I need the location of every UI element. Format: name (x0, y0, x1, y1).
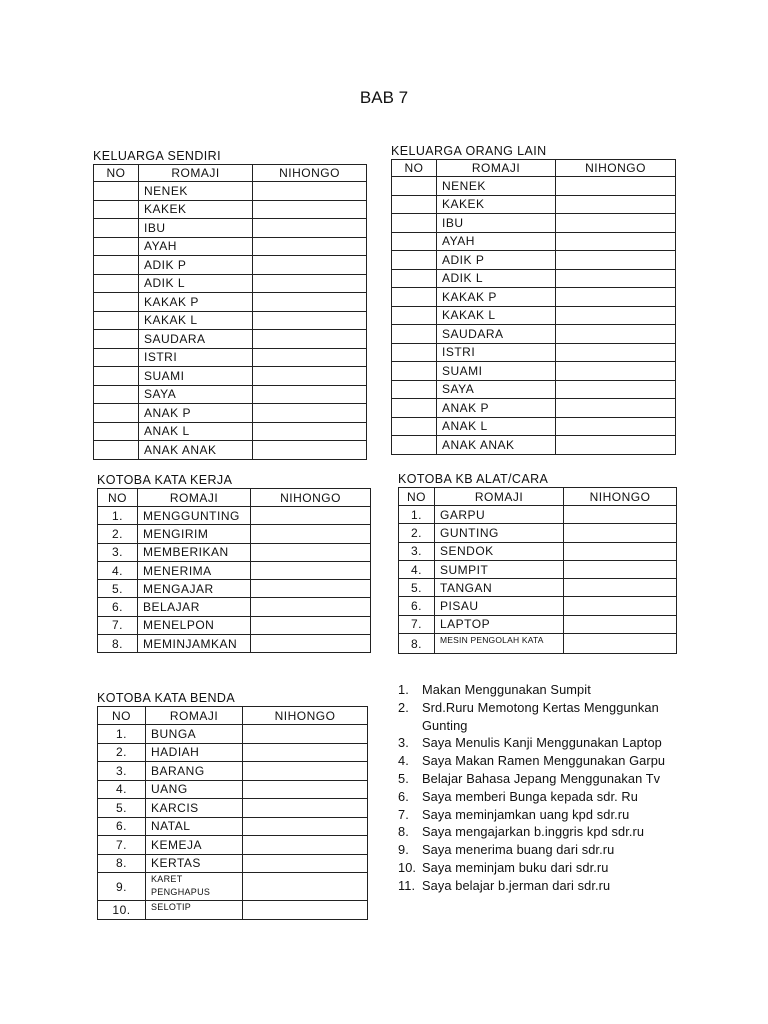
cell-nihongo (251, 507, 371, 525)
table-row (98, 561, 371, 579)
table-row (392, 195, 676, 214)
cell-no: 6. (98, 817, 146, 836)
cell-romaji: KARET PENGHAPUS (146, 873, 243, 901)
cell-nihongo (243, 836, 368, 855)
header-nihongo: NIHONGO (243, 707, 368, 725)
cell-no: 4. (98, 780, 146, 799)
cell-nihongo (253, 200, 367, 219)
cell-nihongo (564, 615, 677, 633)
cell-no (94, 274, 139, 293)
table-row (399, 524, 677, 542)
cell-romaji: KAKAK P (139, 293, 253, 312)
cell-nihongo (243, 901, 368, 920)
cell-no: 6. (98, 598, 138, 616)
cell-romaji: KAKEK (139, 200, 253, 219)
tbody (98, 507, 371, 653)
cell-no: 5. (98, 580, 138, 598)
cell-no (392, 177, 437, 196)
table-row (392, 306, 676, 325)
table-row (399, 506, 677, 524)
cell-romaji: MESIN PENGOLAH KATA (435, 634, 564, 654)
cell-nihongo (243, 873, 368, 901)
cell-romaji: IBU (437, 214, 556, 233)
table-row (98, 901, 368, 920)
cell-nihongo (556, 214, 676, 233)
cell-nihongo (564, 506, 677, 524)
table-keluarga-sendiri (93, 164, 367, 460)
cell-no: 7. (98, 616, 138, 634)
cell-nihongo (243, 817, 368, 836)
cell-romaji: SUAMI (437, 362, 556, 381)
cell-romaji: KERTAS (146, 854, 243, 873)
table-row (392, 288, 676, 307)
table-row (94, 200, 367, 219)
table-row (94, 293, 367, 312)
cell-nihongo (253, 256, 367, 275)
table-row (94, 182, 367, 201)
header-nihongo: NIHONGO (564, 488, 677, 506)
table-row (392, 251, 676, 270)
cell-no: 8. (399, 634, 435, 654)
table-row (98, 635, 371, 653)
cell-no (392, 251, 437, 270)
cell-nihongo (253, 385, 367, 404)
section-kata-kerja (97, 472, 371, 653)
table-row (98, 525, 371, 543)
cell-no: 8. (98, 635, 138, 653)
cell-romaji: GUNTING (435, 524, 564, 542)
cell-no: 9. (98, 873, 146, 901)
cell-nihongo (251, 580, 371, 598)
sentence-item (398, 841, 698, 859)
cell-romaji: MEMINJAMKAN (138, 635, 251, 653)
cell-nihongo (556, 417, 676, 436)
cell-nihongo (556, 195, 676, 214)
sentence-item (398, 806, 698, 824)
cell-romaji: ANAK P (139, 404, 253, 423)
cell-romaji: ANAK P (437, 399, 556, 418)
table-row (94, 385, 367, 404)
cell-romaji: MENERIMA (138, 561, 251, 579)
table-row (392, 380, 676, 399)
cell-romaji: KAKEK (437, 195, 556, 214)
sentence-item (398, 823, 698, 841)
table-row (98, 725, 368, 744)
cell-no (94, 182, 139, 201)
table-row (94, 348, 367, 367)
cell-nihongo (243, 780, 368, 799)
table-row (98, 854, 368, 873)
cell-no (94, 330, 139, 349)
cell-romaji: MEMBERIKAN (138, 543, 251, 561)
cell-no: 2. (399, 524, 435, 542)
sentence-number: 6. (398, 788, 409, 804)
cell-no: 1. (98, 725, 146, 744)
table-row (392, 399, 676, 418)
cell-no (392, 288, 437, 307)
cell-romaji: ANAK ANAK (437, 436, 556, 455)
section-title: KOTOBA KATA BENDA (97, 691, 236, 705)
cell-romaji: ANAK ANAK (139, 441, 253, 460)
table-row (399, 542, 677, 560)
sentence-text: Belajar Bahasa Jepang Menggunakan Tv (422, 770, 661, 786)
sentence-number: 1. (398, 682, 409, 697)
cell-nihongo (251, 561, 371, 579)
cell-no (94, 404, 139, 423)
cell-nihongo (253, 219, 367, 238)
table-row (98, 507, 371, 525)
cell-romaji: NENEK (139, 182, 253, 201)
sentence-number: 9. (398, 842, 409, 858)
table-row (392, 269, 676, 288)
cell-no (392, 436, 437, 455)
header-nihongo: NIHONGO (251, 489, 371, 507)
cell-no (94, 237, 139, 256)
header-romaji: ROMAJI (435, 488, 564, 506)
cell-nihongo (253, 274, 367, 293)
cell-romaji: BUNGA (146, 725, 243, 744)
cell-no (392, 195, 437, 214)
cell-no: 1. (399, 506, 435, 524)
cell-nihongo (251, 598, 371, 616)
cell-no (94, 348, 139, 367)
cell-no: 3. (399, 542, 435, 560)
cell-no: 8. (98, 854, 146, 873)
table-kata-kerja (97, 488, 371, 653)
cell-nihongo (564, 524, 677, 542)
cell-no: 6. (399, 597, 435, 615)
table-header-row (399, 488, 677, 506)
table-row (392, 177, 676, 196)
cell-nihongo (243, 799, 368, 818)
cell-romaji: NENEK (437, 177, 556, 196)
cell-romaji: SAUDARA (139, 330, 253, 349)
cell-no: 2. (98, 743, 146, 762)
tbody (94, 182, 367, 460)
cell-nihongo (251, 635, 371, 653)
cell-no: 4. (98, 561, 138, 579)
cell-romaji: ISTRI (437, 343, 556, 362)
table-header-row (98, 707, 368, 725)
cell-nihongo (243, 725, 368, 744)
cell-no (94, 441, 139, 460)
cell-romaji: SUAMI (139, 367, 253, 386)
table-row (98, 580, 371, 598)
cell-no (392, 306, 437, 325)
table-row (392, 214, 676, 233)
header-no: NO (399, 488, 435, 506)
table-row (94, 441, 367, 460)
table-header-row (98, 489, 371, 507)
cell-no (94, 385, 139, 404)
sentence-number: 4. (398, 753, 409, 769)
header-romaji: ROMAJI (146, 707, 243, 725)
cell-romaji: GARPU (435, 506, 564, 524)
header-romaji: ROMAJI (138, 489, 251, 507)
table-row (98, 817, 368, 836)
table-row (392, 417, 676, 436)
table-row (98, 780, 368, 799)
sentence-number: 3. (398, 735, 409, 751)
cell-nihongo (253, 293, 367, 312)
header-no: NO (98, 489, 138, 507)
cell-romaji: SENDOK (435, 542, 564, 560)
sentence-number: 10. (398, 859, 417, 875)
section-title: KOTOBA KATA KERJA (97, 473, 233, 487)
cell-no (392, 325, 437, 344)
sentence-text: Makan Menggunakan Sumpit (422, 682, 591, 697)
cell-nihongo (556, 380, 676, 399)
table-header-row (392, 160, 676, 177)
cell-nihongo (564, 560, 677, 578)
cell-no (392, 417, 437, 436)
cell-nihongo (253, 422, 367, 441)
cell-romaji: SAYA (437, 380, 556, 399)
cell-romaji: PISAU (435, 597, 564, 615)
table-row (399, 615, 677, 633)
sentence-number: 8. (398, 824, 409, 840)
sentence-item (398, 699, 698, 735)
cell-no: 5. (98, 799, 146, 818)
cell-romaji: KARCIS (146, 799, 243, 818)
table-row (98, 743, 368, 762)
cell-nihongo (251, 616, 371, 634)
cell-nihongo (253, 348, 367, 367)
cell-nihongo (253, 330, 367, 349)
cell-romaji: ISTRI (139, 348, 253, 367)
sentence-item (398, 770, 698, 788)
cell-romaji: SELOTIP (146, 901, 243, 920)
cell-romaji: KAKAK L (437, 306, 556, 325)
cell-no: 1. (98, 507, 138, 525)
table-kata-benda (97, 706, 368, 920)
sentence-item (398, 752, 698, 770)
cell-no: 4. (399, 560, 435, 578)
sentence-text: Saya Menulis Kanji Menggunakan Laptop (422, 735, 662, 751)
cell-no (392, 399, 437, 418)
cell-romaji: AYAH (139, 237, 253, 256)
cell-nihongo (556, 362, 676, 381)
cell-no: 7. (399, 615, 435, 633)
table-row (98, 598, 371, 616)
cell-nihongo (253, 367, 367, 386)
cell-romaji: ANAK L (139, 422, 253, 441)
sentence-list (398, 681, 698, 895)
cell-romaji: SAUDARA (437, 325, 556, 344)
sentence-item (398, 788, 698, 806)
cell-nihongo (253, 404, 367, 423)
cell-no (94, 293, 139, 312)
header-nihongo: NIHONGO (253, 165, 367, 182)
cell-romaji: TANGAN (435, 579, 564, 597)
sentence-number: 7. (398, 806, 409, 822)
cell-no: 7. (98, 836, 146, 855)
cell-nihongo (243, 743, 368, 762)
table-kb-alat (398, 487, 677, 654)
page-title: BAB 7 (359, 88, 409, 107)
sentence-item (398, 859, 698, 877)
sentence-number: 5. (398, 770, 409, 786)
cell-no (392, 380, 437, 399)
cell-romaji: MENGIRIM (138, 525, 251, 543)
cell-romaji: SAYA (139, 385, 253, 404)
cell-romaji: UANG (146, 780, 243, 799)
cell-nihongo (251, 543, 371, 561)
header-no: NO (98, 707, 146, 725)
cell-romaji: MENGGUNTING (138, 507, 251, 525)
cell-nihongo (556, 343, 676, 362)
sentence-text: Saya belajar b.jerman dari sdr.ru (422, 877, 611, 893)
cell-nihongo (556, 269, 676, 288)
cell-romaji: HADIAH (146, 743, 243, 762)
table-row (94, 274, 367, 293)
table-row (94, 237, 367, 256)
table-row (94, 404, 367, 423)
cell-romaji: BARANG (146, 762, 243, 781)
cell-nihongo (556, 436, 676, 455)
cell-no (392, 362, 437, 381)
cell-romaji: MENELPON (138, 616, 251, 634)
cell-romaji: BELAJAR (138, 598, 251, 616)
table-row (98, 799, 368, 818)
table-row (392, 436, 676, 455)
header-no: NO (392, 160, 437, 177)
sentence-text: Saya Makan Ramen Menggunakan Garpu (422, 753, 666, 769)
section-kb-alat (398, 471, 677, 654)
table-row (98, 616, 371, 634)
table-row (392, 232, 676, 251)
section-title: KOTOBA KB ALAT/CARA (398, 472, 549, 486)
cell-no (94, 311, 139, 330)
sentence-text: Saya meminjam buku dari sdr.ru (422, 859, 609, 875)
cell-nihongo (243, 854, 368, 873)
cell-no (94, 219, 139, 238)
cell-no (392, 269, 437, 288)
tbody (98, 725, 368, 920)
table-row (399, 634, 677, 654)
cell-nihongo (253, 441, 367, 460)
cell-no (392, 343, 437, 362)
cell-nihongo (253, 311, 367, 330)
cell-romaji: MENGAJAR (138, 580, 251, 598)
table-row (98, 762, 368, 781)
cell-nihongo (564, 579, 677, 597)
cell-nihongo (564, 542, 677, 560)
cell-romaji: KAKAK P (437, 288, 556, 307)
cell-romaji: ADIK L (437, 269, 556, 288)
cell-nihongo (556, 288, 676, 307)
cell-nihongo (556, 399, 676, 418)
cell-nihongo (556, 251, 676, 270)
cell-nihongo (556, 306, 676, 325)
table-row (98, 873, 368, 901)
header-no: NO (94, 165, 139, 182)
cell-nihongo (564, 597, 677, 615)
cell-nihongo (253, 182, 367, 201)
sentence-item (398, 877, 698, 895)
cell-no: 10. (98, 901, 146, 920)
section-title: KELUARGA SENDIRI (93, 149, 221, 163)
sentence-item (398, 734, 698, 752)
cell-no (392, 214, 437, 233)
table-row (399, 560, 677, 578)
cell-romaji: IBU (139, 219, 253, 238)
table-row (392, 362, 676, 381)
cell-no (392, 232, 437, 251)
table-header-row (94, 165, 367, 182)
header-romaji: ROMAJI (139, 165, 253, 182)
sentence-text: Srd.Ruru Memotong Kertas Menggunkan Gunting (422, 699, 659, 733)
cell-no: 5. (399, 579, 435, 597)
cell-nihongo (564, 634, 677, 654)
sentence-number: 2. (398, 699, 409, 715)
table-row (399, 579, 677, 597)
cell-no: 3. (98, 762, 146, 781)
cell-nihongo (253, 237, 367, 256)
cell-romaji: ADIK L (139, 274, 253, 293)
table-row (94, 422, 367, 441)
section-kata-benda (97, 690, 368, 920)
cell-romaji: ANAK L (437, 417, 556, 436)
tbody (392, 177, 676, 455)
cell-romaji: NATAL (146, 817, 243, 836)
cell-nihongo (251, 525, 371, 543)
section-keluarga-orang-lain (391, 143, 676, 455)
cell-romaji: LAPTOP (435, 615, 564, 633)
cell-no (94, 422, 139, 441)
section-keluarga-sendiri (93, 148, 367, 460)
table-row (98, 836, 368, 855)
sentence-text: Saya meminjamkan uang kpd sdr.ru (422, 806, 630, 822)
cell-nihongo (556, 232, 676, 251)
table-row (399, 597, 677, 615)
sentence-text: Saya memberi Bunga kepada sdr. Ru (422, 788, 638, 804)
cell-no (94, 367, 139, 386)
table-row (94, 219, 367, 238)
cell-romaji: AYAH (437, 232, 556, 251)
header-nihongo: NIHONGO (556, 160, 676, 177)
cell-nihongo (243, 762, 368, 781)
cell-romaji: SUMPIT (435, 560, 564, 578)
cell-no (94, 256, 139, 275)
sentence-text: Saya menerima buang dari sdr.ru (422, 842, 615, 858)
section-title: KELUARGA ORANG LAIN (391, 144, 547, 158)
cell-romaji: KAKAK L (139, 311, 253, 330)
sentence-text: Saya mengajarkan b.inggris kpd sdr.ru (422, 824, 645, 840)
tbody (399, 506, 677, 654)
table-row (94, 256, 367, 275)
cell-no: 3. (98, 543, 138, 561)
sentence-number: 11. (398, 877, 416, 893)
table-row (94, 311, 367, 330)
table-row (98, 543, 371, 561)
cell-romaji: KEMEJA (146, 836, 243, 855)
table-row (94, 367, 367, 386)
sentence-item (398, 681, 698, 699)
cell-nihongo (556, 177, 676, 196)
cell-no: 2. (98, 525, 138, 543)
header-romaji: ROMAJI (437, 160, 556, 177)
table-row (392, 325, 676, 344)
cell-nihongo (556, 325, 676, 344)
cell-no (94, 200, 139, 219)
cell-romaji: ADIK P (139, 256, 253, 275)
table-keluarga-orang-lain (391, 159, 676, 455)
table-row (94, 330, 367, 349)
cell-romaji: ADIK P (437, 251, 556, 270)
table-row (392, 343, 676, 362)
